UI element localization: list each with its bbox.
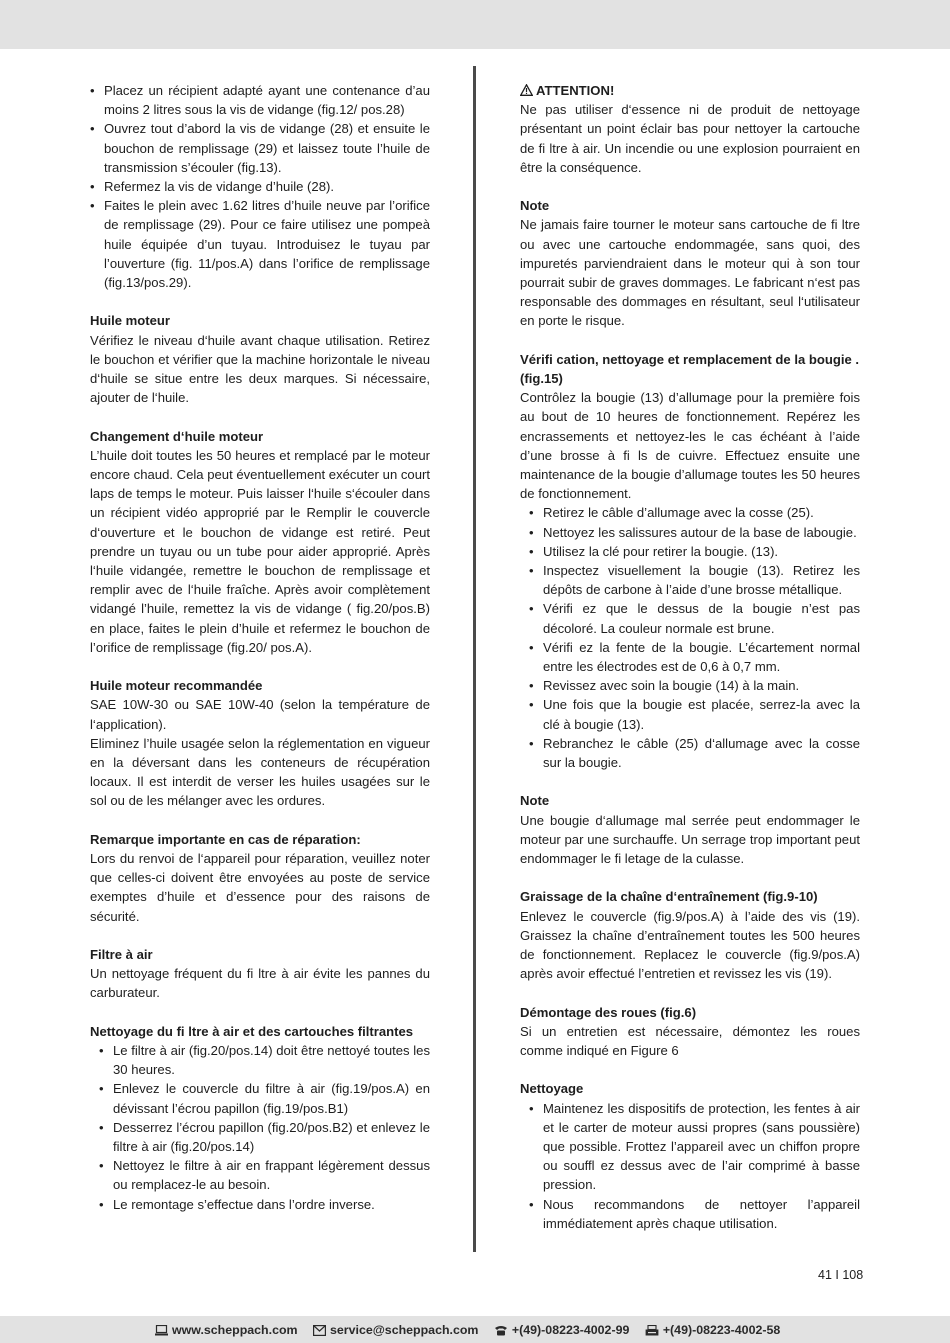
paragraph: L’huile doit toutes les 50 heures et remplacé par le moteur encore chaud. Cela peut éventuellement exécuter un court laps de temps le moteur. Puis laisser l‘huile s‘écouler dans un récipient vidéo approprié par le Remplir le couvercle d‘ouverture et le bouchon de vidange est retiré. Peut prendre un tuyau ou un tube pour aider approprié. Après l‘huile vidangée, remettre le bouchon de remplissage et remplir avec de l‘huile fraîche. Après avoir complètement vidangé l’huile, remettez la vis de vidange ( fig.20/pos.B) en place, faites le plein d’huile et refermez le bouchon de l’orifice de remplissage (fig.20/ pos.A). bbox=[90, 447, 430, 655]
section-heading: Note bbox=[520, 793, 550, 809]
warning-heading bbox=[520, 81, 860, 100]
section-spacer bbox=[90, 926, 430, 945]
warning-text: ATTENTION! bbox=[536, 83, 615, 98]
list-item bbox=[520, 1195, 860, 1233]
fax-icon bbox=[645, 1325, 659, 1336]
section-heading: Vérifi cation, nettoyage et remplacement de la bougie . (fig.15) bbox=[520, 351, 860, 387]
list-item-text: Enlevez le couvercle du filtre à air (fig.19/pos.A) en dévissant l’écrou papillon (fig.19/pos.B1) bbox=[113, 1081, 430, 1116]
list-item-text: Refermez la vis de vidange d’huile (28). bbox=[104, 179, 334, 195]
section-spacer bbox=[90, 292, 430, 311]
paragraph: SAE 10W-30 ou SAE 10W-40 (selon la température de l‘application). bbox=[90, 697, 430, 732]
column-divider bbox=[473, 66, 476, 1252]
bullet-icon: • bbox=[90, 121, 95, 137]
list-item-text: Vérifi ez que le dessus de la bougie n’est pas décoloré. La couleur normale est brune. bbox=[543, 601, 860, 636]
list-item bbox=[520, 523, 860, 542]
header-band bbox=[0, 0, 950, 49]
section-spacer bbox=[520, 983, 860, 1002]
paragraph: Ne pas utiliser d‘essence ni de produit de nettoyage présentant un point éclair bas pour nettoyer la cartouche de fi ltre à air. Un incendie ou une explosion pourraient en être la conséquence. bbox=[520, 102, 860, 175]
list-item bbox=[90, 1195, 430, 1214]
list-item-text: Le filtre à air (fig.20/pos.14) doit être nettoyé toutes les 30 heures. bbox=[113, 1043, 430, 1078]
bullet-icon: • bbox=[99, 1196, 104, 1212]
paragraph: Un nettoyage fréquent du fi ltre à air évite les pannes du carburateur. bbox=[90, 966, 430, 1001]
list-item bbox=[90, 1079, 430, 1117]
bullet-list bbox=[90, 81, 430, 292]
bullet-icon: • bbox=[529, 1100, 534, 1116]
bullet-icon: • bbox=[529, 735, 534, 751]
mail-icon bbox=[313, 1325, 326, 1336]
footer-email[interactable] bbox=[313, 1323, 478, 1337]
list-item-text: Vérifi ez la fente de la bougie. L’écartement normal entre les électrodes est de 0,6 à 0,7 mm. bbox=[543, 639, 860, 675]
list-item bbox=[90, 177, 430, 196]
section-heading: Nettoyage bbox=[520, 1081, 584, 1097]
bullet-list bbox=[90, 1041, 430, 1214]
section-spacer bbox=[520, 331, 860, 350]
bullet-icon: • bbox=[529, 678, 534, 694]
left-column bbox=[90, 81, 430, 1214]
list-item bbox=[520, 542, 860, 561]
footer-website[interactable] bbox=[155, 1323, 298, 1337]
right-column bbox=[520, 81, 860, 1233]
footer-bar bbox=[0, 1316, 950, 1343]
section-heading: Note bbox=[520, 198, 550, 214]
bullet-icon: • bbox=[529, 524, 534, 540]
computer-icon bbox=[155, 1325, 168, 1336]
list-item bbox=[520, 638, 860, 676]
list-item bbox=[520, 561, 860, 599]
footer-fax[interactable] bbox=[645, 1323, 780, 1337]
list-item-text: Nettoyez les salissures autour de la base de labougie. bbox=[543, 524, 857, 540]
section-heading: Remarque importante en cas de réparation: bbox=[90, 831, 361, 847]
list-item bbox=[90, 196, 430, 292]
list-item-text: Une fois que la bougie est placée, serrez-la avec la clé à bougie (13). bbox=[543, 697, 860, 732]
bullet-icon: • bbox=[529, 543, 534, 559]
section-heading: Nettoyage du fi ltre à air et des cartouches filtrantes bbox=[90, 1023, 414, 1039]
footer-contacts bbox=[155, 1323, 792, 1339]
section-heading: Changement d‘huile moteur bbox=[90, 428, 264, 444]
list-item-text: Faites le plein avec 1.62 litres d’huile neuve par l’orifice de remplissage (29). Pour ce faire utilisez une pompeà huile équipée d’un tuyau. Introduisez le tuyau par l’ouverture (fig. 11/pos.A) dans l’orifice de remplissage (fig.13/pos.29). bbox=[104, 198, 430, 291]
footer-phone[interactable] bbox=[494, 1323, 629, 1337]
page-number: 41 I 108 bbox=[818, 1268, 864, 1282]
list-item-text: Inspectez visuellement la bougie (13). Retirez les dépôts de carbone à l’aide d’une brosse métallique. bbox=[543, 563, 860, 598]
section-heading: Huile moteur bbox=[90, 313, 171, 329]
bullet-icon: • bbox=[90, 179, 95, 195]
section-spacer bbox=[520, 868, 860, 887]
section-spacer bbox=[520, 1060, 860, 1079]
list-item-text: Le remontage s’effectue dans l’ordre inverse. bbox=[113, 1196, 375, 1212]
section-heading: Huile moteur recommandée bbox=[90, 678, 263, 694]
list-item bbox=[90, 1041, 430, 1079]
list-item-text: Maintenez les dispositifs de protection, les fentes à air et le carter de moteur aussi propres (sans poussière) que possible. Frottez l’appareil avec un chiffon propre ou souffl ez dessus avec de l’air comprimé à basse pression. bbox=[543, 1100, 860, 1193]
bullet-icon: • bbox=[529, 639, 534, 655]
list-item-text: Rebranchez le câble (25) d‘allumage avec la cosse sur la bougie. bbox=[543, 735, 860, 771]
list-item-text: Nous recommandons de nettoyer l’appareil immédiatement après chaque utilisation. bbox=[543, 1196, 860, 1231]
list-item bbox=[90, 1118, 430, 1156]
paragraph: Ne jamais faire tourner le moteur sans cartouche de fi ltre ou avec une cartouche endommagée, sans quoi, des impuretés parviendraient dans le moteur qui à son tour pourrait subir de graves dommages. Le fabricant n‘est pas responsable des dommages en résultant, seul l‘utilisateur en porte le risque. bbox=[520, 217, 860, 329]
section-spacer bbox=[520, 772, 860, 791]
paragraph: Eliminez l’huile usagée selon la réglementation en vigueur en la déversant dans les conteneurs de récupération locaux. Il est interdit de verser les huiles usagées sur le sol ou de les mélanger avec les ordures. bbox=[90, 735, 430, 809]
footer-phone-text: +(49)-08223-4002-99 bbox=[511, 1323, 630, 1337]
footer-email-text: service@scheppach.com bbox=[330, 1323, 479, 1337]
bullet-icon: • bbox=[529, 563, 534, 579]
bullet-icon: • bbox=[99, 1043, 104, 1059]
section-heading: Démontage des roues (fig.6) bbox=[520, 1004, 697, 1020]
bullet-icon: • bbox=[529, 505, 534, 521]
paragraph: Enlevez le couvercle (fig.9/pos.A) à l’aide des vis (19). Graissez la chaîne d’entraînement toutes les 500 heures de fonctionnement. Replacez le couvercle (fig.9/pos.A) après avoir effectué l’entretien et revissez les vis (19). bbox=[520, 908, 860, 982]
bullet-icon: • bbox=[529, 697, 534, 713]
bullet-list bbox=[520, 503, 860, 772]
paragraph: Si un entretien est nécessaire, démontez les roues comme indiqué en Figure 6 bbox=[520, 1023, 860, 1059]
section-heading: Filtre à air bbox=[90, 947, 153, 963]
bullet-icon: • bbox=[90, 198, 95, 214]
section-spacer bbox=[90, 407, 430, 426]
bullet-list bbox=[520, 1099, 860, 1233]
list-item bbox=[520, 503, 860, 522]
list-item bbox=[90, 81, 430, 119]
paragraph: Vérifiez le niveau d‘huile avant chaque utilisation. Retirez le bouchon et vérifier que la machine horizontale le niveau d‘huile se situe entre les deux marques. Si nécessaire, ajouter de l‘huile. bbox=[90, 332, 430, 406]
bullet-icon: • bbox=[99, 1081, 104, 1097]
section-heading: Graissage de la chaîne d‘entraînement (fig.9-10) bbox=[520, 889, 818, 905]
list-item bbox=[520, 676, 860, 695]
footer-website-text: www.scheppach.com bbox=[172, 1323, 298, 1337]
paragraph: Une bougie d‘allumage mal serrée peut endommager le moteur par une surchauffe. Un serrage trop important peut endommager le fi letage de la culasse. bbox=[520, 812, 860, 867]
bullet-icon: • bbox=[90, 83, 95, 98]
list-item-text: Utilisez la clé pour retirer la bougie. (13). bbox=[543, 543, 779, 559]
list-item-text: Retirez le câble d’allumage avec la cosse (25). bbox=[543, 505, 814, 521]
section-spacer bbox=[90, 1003, 430, 1022]
list-item bbox=[90, 119, 430, 177]
paragraph: Contrôlez la bougie (13) d’allumage pour la première fois au bout de 10 heures de fonctionnement. Repérez les encrassements et nettoyez-les le cas échéant à l’aide d’une brosse à fi ls de cuivre. Effectuez ensuite une maintenance de la bougie d’allumage toutes les 50 heures de fonctionnement. bbox=[520, 390, 860, 502]
list-item-text: Nettoyez le filtre à air en frappant légèrement dessus ou remplacez-le au besoin. bbox=[113, 1158, 430, 1193]
list-item-text: Ouvrez tout d’abord la vis de vidange (28) et ensuite le bouchon de remplissage (29) et laissez toute l’huile de transmission s’écouler (fig.13). bbox=[104, 121, 430, 175]
list-item-text: Revissez avec soin la bougie (14) à la main. bbox=[543, 678, 800, 694]
list-item bbox=[520, 1099, 860, 1195]
bullet-icon: • bbox=[529, 1196, 534, 1212]
footer-fax-text: +(49)-08223-4002-58 bbox=[662, 1323, 781, 1337]
bullet-icon: • bbox=[99, 1119, 104, 1135]
bullet-icon: • bbox=[529, 601, 534, 617]
section-spacer bbox=[90, 811, 430, 830]
phone-icon bbox=[494, 1325, 508, 1336]
section-spacer bbox=[520, 177, 860, 196]
list-item bbox=[520, 599, 860, 637]
list-item bbox=[90, 1156, 430, 1194]
bullet-icon: • bbox=[99, 1158, 104, 1174]
list-item-text: Placez un récipient adapté ayant une contenance d’au moins 2 litres sous la vis de vidange (fig.12/ pos.28) bbox=[104, 83, 430, 118]
warning-icon bbox=[520, 84, 533, 96]
paragraph: Lors du renvoi de l‘appareil pour réparation, veuillez noter que celles-ci doivent être envoyées au poste de service exemptes d’huile et d’essence pour des raisons de sécurité. bbox=[90, 851, 430, 924]
section-spacer bbox=[90, 657, 430, 676]
list-item bbox=[520, 695, 860, 733]
list-item bbox=[520, 734, 860, 772]
list-item-text: Desserrez l’écrou papillon (fig.20/pos.B2) et enlevez le filtre à air (fig.20/pos.14) bbox=[113, 1119, 430, 1155]
